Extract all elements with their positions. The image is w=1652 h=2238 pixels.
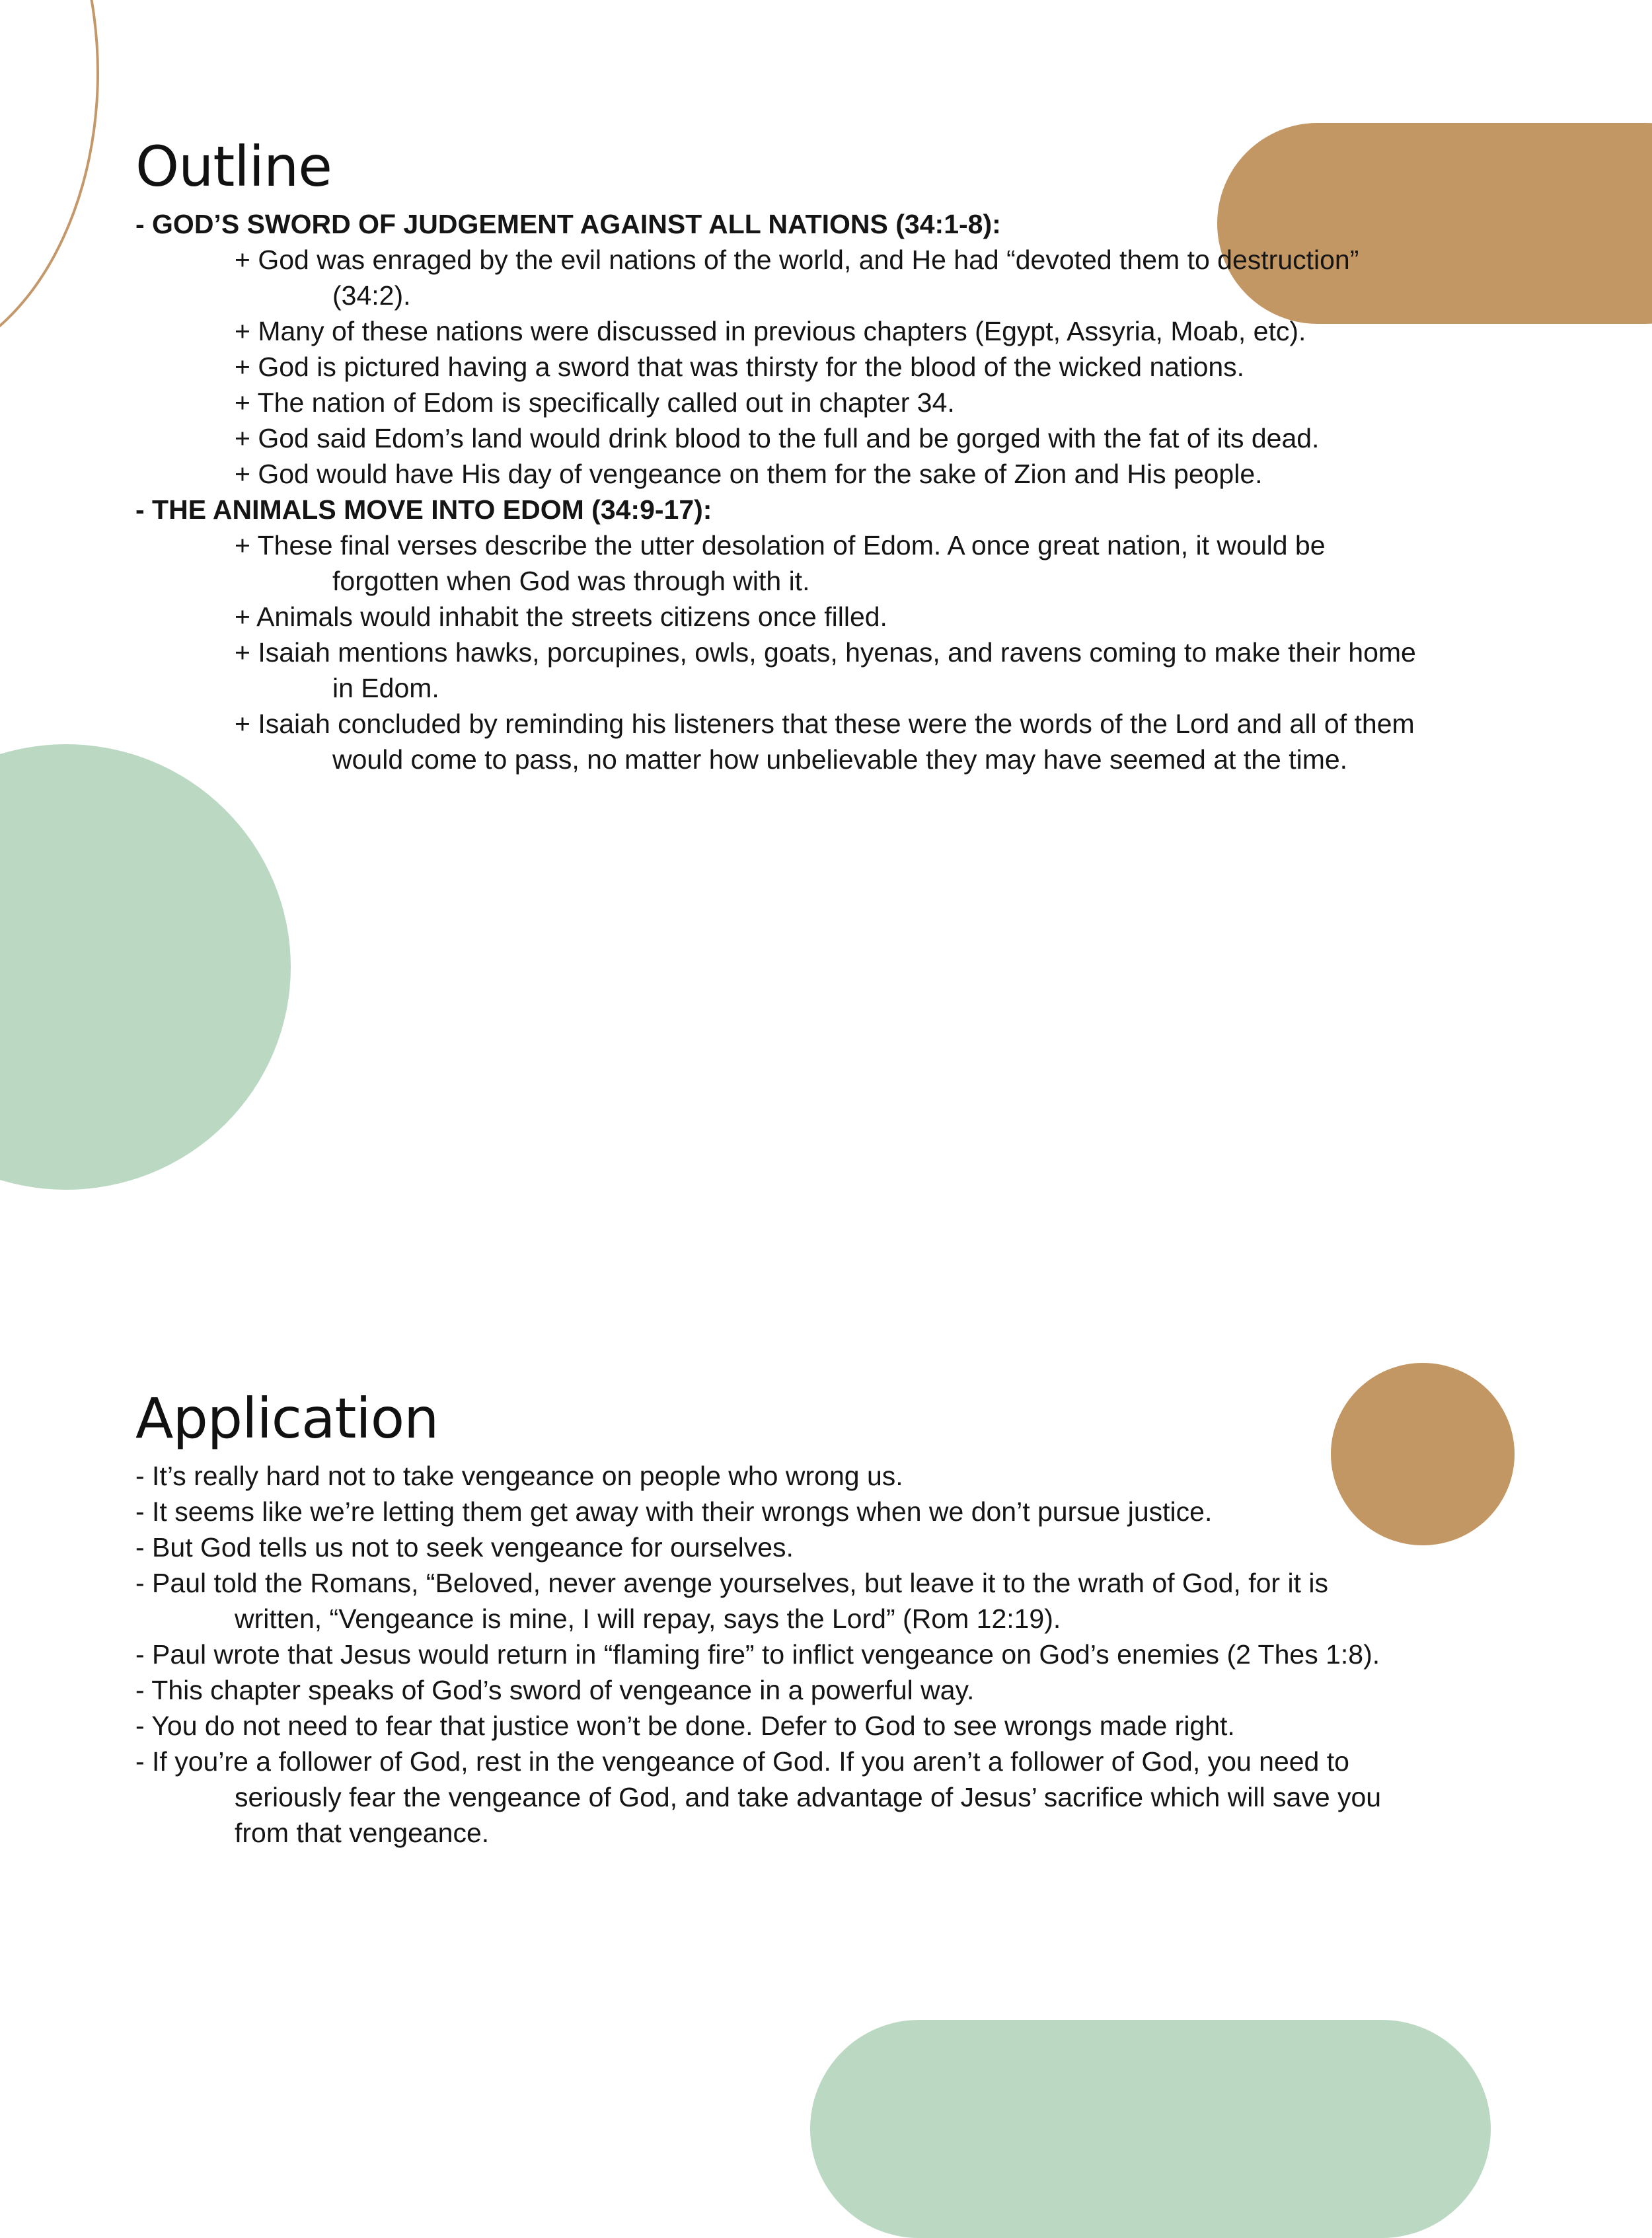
outline-point-continuation: would come to pass, no matter how unbelievable they may have seemed at the time. [332,744,1348,775]
outline-point: + Many of these nations were discussed in previous chapters (Egypt, Assyria, Moab, etc). [235,316,1306,346]
outline-point-continuation: forgotten when God was through with it. [332,566,810,596]
application-point-continuation: written, “Vengeance is mine, I will repay, says the Lord” (Rom 12:19). [235,1603,1061,1634]
application-point: - It’s really hard not to take vengeance on people who wrong us. [135,1461,903,1491]
outline-point: + Isaiah mentions hawks, porcupines, owls, goats, hyenas, and ravens coming to make their home [235,637,1416,668]
application-point: - If you’re a follower of God, rest in the vengeance of God. If you aren’t a follower of God, you need to [135,1746,1349,1777]
outline-point-continuation: (34:2). [332,280,411,311]
outline-point: + God said Edom’s land would drink blood to the full and be gorged with the fat of its dead. [235,423,1320,453]
application-point: - But God tells us not to seek vengeance for ourselves. [135,1532,794,1563]
application-point-continuation: seriously fear the vengeance of God, and take advantage of Jesus’ sacrifice which will save you [235,1782,1382,1812]
outline-point: + God is pictured having a sword that was thirsty for the blood of the wicked nations. [235,352,1245,382]
outline-point-continuation: in Edom. [332,673,439,703]
outline-title: Outline [135,134,332,199]
application-point-continuation: from that vengeance. [235,1818,490,1848]
outline-point: + The nation of Edom is specifically called out in chapter 34. [235,387,955,418]
decorative-pill-bottom-green [810,2020,1491,2238]
outline-point: + Isaiah concluded by reminding his listeners that these were the words of the Lord and all of them [235,709,1415,739]
outline-heading-2: - THE ANIMALS MOVE INTO EDOM (34:9-17): [135,494,712,525]
application-point: - Paul wrote that Jesus would return in “flaming fire” to inflict vengeance on God’s enemies (2 Thes 1:8). [135,1639,1380,1670]
application-point: - Paul told the Romans, “Beloved, never avenge yourselves, but leave it to the wrath of God, for it is [135,1568,1328,1598]
decorative-circle-green-left [0,744,291,1190]
outline-point: + Animals would inhabit the streets citizens once filled. [235,601,887,632]
application-section [135,1381,1556,1851]
decorative-ring-top-left [0,0,99,370]
outline-section [135,130,1556,777]
outline-point: + God would have His day of vengeance on them for the sake of Zion and His people. [235,459,1263,489]
outline-point: + These final verses describe the utter desolation of Edom. A once great nation, it would be [235,530,1326,560]
application-title: Application [135,1386,439,1451]
application-point: - It seems like we’re letting them get away with their wrongs when we don’t pursue justice. [135,1496,1213,1527]
outline-heading-1: - GOD’S SWORD OF JUDGEMENT AGAINST ALL NATIONS (34:1-8): [135,209,1001,239]
application-point: - You do not need to fear that justice won’t be done. Defer to God to see wrongs made right. [135,1711,1235,1741]
outline-point: + God was enraged by the evil nations of the world, and He had “devoted them to destruction” [235,245,1359,275]
application-point: - This chapter speaks of God’s sword of vengeance in a powerful way. [135,1675,975,1705]
